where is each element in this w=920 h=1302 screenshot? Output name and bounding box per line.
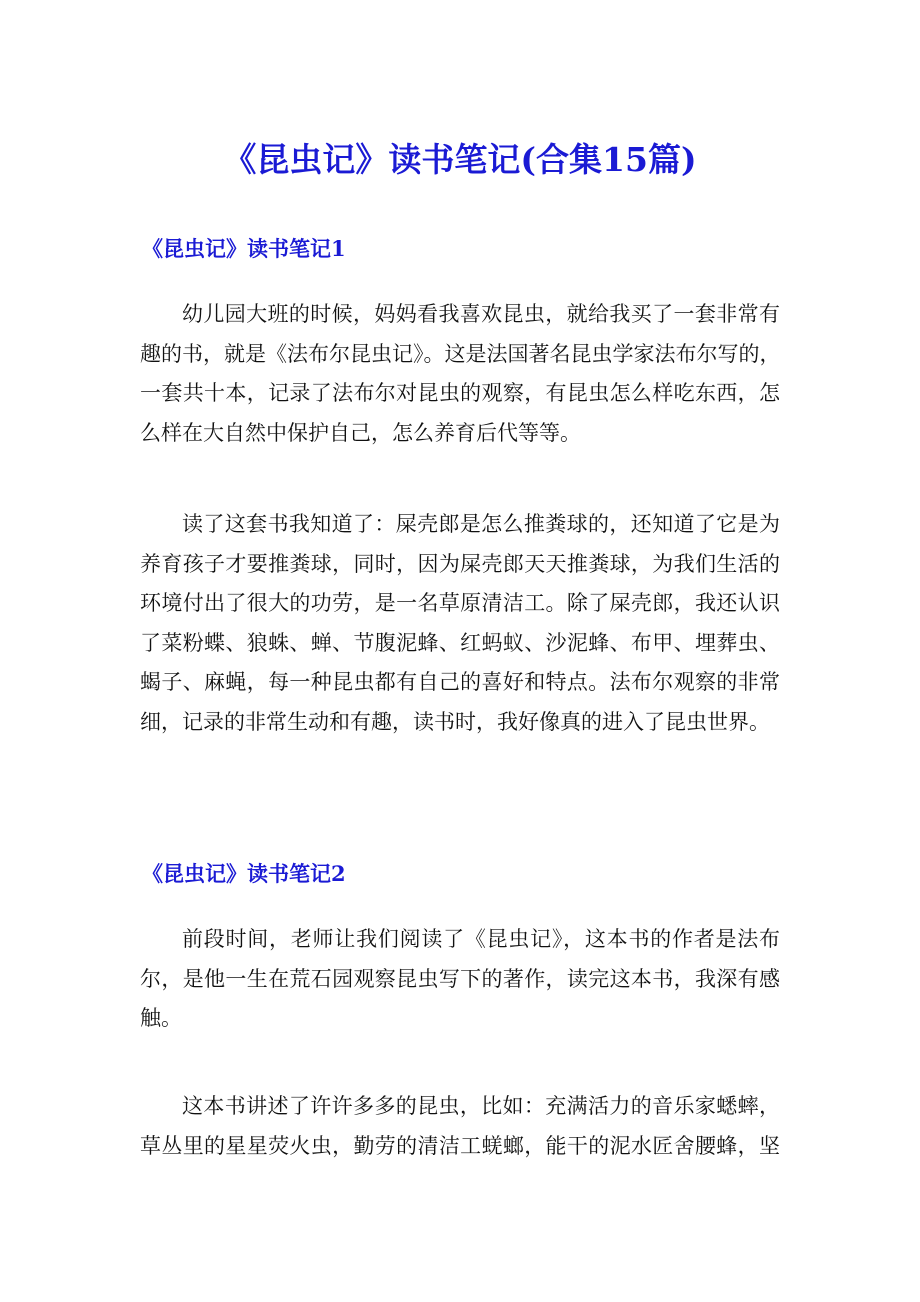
paragraph-line: 趣的书，就是《法布尔昆虫记》。这是法国著名昆虫学家法布尔写的，: [140, 341, 781, 366]
paragraph-line: 尔，是他一生在荒石园观察昆虫写下的著作，读完这本书，我深有感: [140, 966, 780, 991]
paragraph-line: 读了这套书我知道了：屎壳郎是怎么推粪球的，还知道了它是为: [182, 512, 780, 536]
section-1-paragraph-2: [140, 505, 780, 742]
paragraph-line: 环境付出了很大的功劳，是一名草原清洁工。除了屎壳郎，我还认识: [140, 591, 780, 615]
paragraph-line: 幼儿园大班的时候，妈妈看我喜欢昆虫，就给我买了一套非常有: [182, 302, 780, 326]
paragraph-line: 这本书讲述了许许多多的昆虫，比如：充满活力的音乐家蟋蟀，: [182, 1094, 780, 1118]
paragraph-line: 前段时间，老师让我们阅读了《昆虫记》，这本书的作者是法布: [182, 927, 780, 951]
paragraph-line: 么样在大自然中保护自己，怎么养育后代等等。: [140, 420, 581, 445]
paragraph-line: 养育孩子才要推粪球，同时，因为屎壳郎天天推粪球，为我们生活的: [140, 551, 780, 576]
paragraph-line: 了菜粉蝶、狼蛛、蝉、节腹泥蜂、红蚂蚁、沙泥蜂、布甲、埋葬虫、: [140, 630, 780, 655]
section-2-paragraph-1: [140, 920, 780, 1039]
paragraph-line: 蝎子、麻蝇，每一种昆虫都有自己的喜好和特点。法布尔观察的非常: [140, 670, 780, 694]
paragraph-line: 草丛里的星星荧火虫，勤劳的清洁工蜣螂，能干的泥水匠舍腰蜂，坚: [140, 1133, 780, 1158]
section-heading-1: 《昆虫记》读书笔记1: [142, 236, 346, 261]
section-heading-2: 《昆虫记》读书笔记2: [142, 861, 346, 886]
section-1-paragraph-1: [140, 295, 780, 453]
paragraph-line: 细，记录的非常生动和有趣，读书时，我好像真的进入了昆虫世界。: [140, 709, 770, 734]
document-title: 《昆虫记》读书笔记(合集15篇): [223, 140, 697, 179]
paragraph-line: 一套共十本，记录了法布尔对昆虫的观察，有昆虫怎么样吃东西，怎: [140, 381, 780, 405]
paragraph-line: 触。: [140, 1006, 182, 1030]
section-2-paragraph-2: [140, 1087, 780, 1166]
